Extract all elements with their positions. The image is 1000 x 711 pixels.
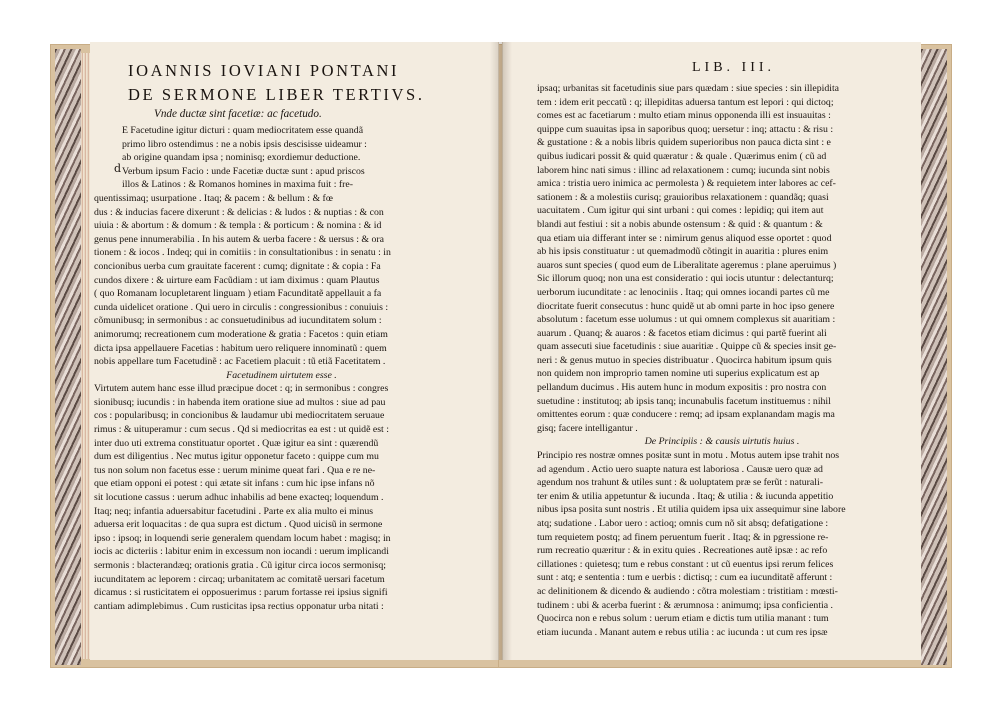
text-line: ( quo Romanam locupletarent linguam ) etiam Facunditatẽ appellauit a fa (94, 288, 382, 300)
text-line: tudinem : ubi & acerba fuerint : & ærumnosa : animumq; ipsa conficientia . (537, 599, 834, 611)
text-line: absolutum : facetum esse uolumus : ut qui omnem complexus sit auaritiam : (537, 314, 836, 326)
text-line: auaros sunt species ( quod eum de Liberalitate ageremus : plane aperuimus ) (537, 259, 837, 271)
text-line: qua etiam uia differant inter se : nimirum genus aliquod esse oportet : quod (537, 232, 832, 244)
text-line: tum requietem postq; ad finem peruentum fuerit . Itaq; & in pgressione re- (537, 531, 829, 543)
text-line: nobis appellare tum Facetudinẽ : ac Facetiem placuit : tũ etiã Facetitatem . (94, 356, 386, 368)
text-line: ac delinitionem & dicendo & audiendo : cõtra molestiam : tristitiam : mœsti- (537, 585, 838, 597)
text-line: dus : & inducias facere dixerunt : & delicias : & ludos : & nuptias : & con (94, 206, 384, 218)
text-line: omittentes eorum : quæ conducere : remq; ad ipsam explanandam magis ma (537, 409, 835, 421)
text-line: quippe cum suauitas ipsa in saporibus quoq; uersetur : inq; attactu : & risu : (537, 123, 834, 135)
right-marbled-edge (921, 49, 947, 665)
text-line: tus non solum non facetus esse : uerum minime queat fari . Qua e re ne- (94, 464, 376, 476)
right-body-block (537, 82, 907, 435)
text-line: ab origine quandam ipsa ; nominisq; exordiemur deductione. (122, 152, 361, 164)
right-centered-note: De Principiis : & causis uirtutis huius . (644, 436, 800, 448)
text-line: tionem : & iocos . Indeq; qui in comitiis : in consultationibus : in senatu : in (94, 247, 391, 259)
text-line: Principio res nostræ omnes positæ sunt in motu . Motus autem ipse trahit nos (537, 450, 840, 462)
text-line: ipso : ipsoq; in loquendi serie generalem quendam locum habet : magisq; in (94, 532, 391, 544)
left-body-block (94, 192, 469, 369)
text-line: rimus : & uituperamur : cum secus . Qd si mediocritas ea est : ut quidẽ est : (94, 424, 389, 436)
text-line: & gustatione : & a nobis libris quidem superioribus non pauca dicta sint : e (537, 137, 831, 149)
left-marbled-edge (55, 49, 81, 665)
text-line: ter enim & utilia appetuntur & iucunda . Itaq; & utilia : & iucunda appetitio (537, 490, 834, 502)
text-line: E Facetudine igitur dicturi : quam mediocritatem esse quandã (122, 125, 364, 136)
text-line: uerborum iucunditate : ac lenociniis . Itaq; qui omnes iocandi partes cũ me (537, 286, 830, 298)
text-line: sit locutione cassus : uerum adhuc inhabilis ad bene exacteq; loquendum . (94, 492, 384, 504)
text-line: rum recreatio quæritur : & in exitu quies . Recreationes autẽ ipsæ : ac refo (537, 545, 828, 557)
text-line: gisq; facere intelligantur . (537, 422, 638, 434)
text-line: concionibus uerba cum grauitate facerent : cumq; dignitate : & copia : Fa (94, 260, 381, 272)
left-centered-note: Facetudinem uirtutem esse . (226, 369, 337, 381)
text-line: nibus ipsa posita sunt nostris . Et utilia quidem ipsa uix assequimur sine labore (537, 504, 846, 516)
text-line: iucunditatem ac leporem : circaq; urbanitatem ac comitatẽ uersari facetum (94, 573, 385, 585)
text-line: illos & Latinos : & Romanos homines in maxima fuit : fre- (122, 179, 354, 191)
right-body-after-block (537, 449, 907, 639)
text-line: diocritate fuerit consecutus : hunc quidẽ ut ab omni parte in hoc ipso genere (537, 300, 835, 312)
text-line: ipsaq; urbanitas sit facetudinis siue pars quædam : siue species : sin illepidita (537, 83, 840, 94)
text-line: cõmunibusq; in sermonibus : ac consuetudinibus ad iucunditatem solum : (94, 315, 382, 327)
left-page-text (94, 60, 469, 613)
text-line: amica : tristia uero inimica ac permolesta ) & requietem inter labores ac cef- (537, 178, 836, 190)
text-line: dicamus : si rusticitatem ei opposuerimus : parum fortasse rei ipsius signifi (94, 587, 388, 599)
text-line: sunt : atq; e sententia : tum e uerbis : dictisq; : cum ea iucunditatẽ afferunt : (537, 572, 833, 584)
text-line: Virtutem autem hanc esse illud præcipue docet : q; in sermonibus : congres (94, 383, 389, 395)
text-line: comes est ac facetiarum : multo etiam minus opponenda illi est insuauitas : (537, 110, 831, 122)
text-line: dicta ipsa appellauere Facetias : habitum uero reliquere innominatũ : quem (94, 342, 387, 354)
text-line: Quocirca non e rebus solum : uerum etiam e dictis tum utilia manant : tum (537, 613, 829, 625)
text-line: sationem : & a molestiis curisq; grauioribus relaxationem : quandãq; quasi (537, 191, 829, 203)
book-gutter (490, 42, 512, 660)
text-line: sermonis : blacterandæq; orationis gratia . Cũ igitur circa iocos sermonisq; (94, 560, 386, 571)
text-line: tem : idem erit peccatũ : q; illepiditas aduersa tantum est lepori : qui dictoq; (537, 96, 834, 108)
text-line: pellandum ducimus . His autem hunc in modum expositis : pro nostra con (537, 382, 827, 394)
text-line: dum est diligentius . Nec mutus igitur opponetur faceto : quippe cum mu (94, 451, 379, 463)
text-line: genus pene innumerabilia . In his autem & uerba facere : & uersus : & ora (94, 233, 384, 245)
text-line: animorumq; recreationem cum moderatione & gratia : Facetos : quin etiam (94, 328, 388, 340)
guide-letter: d (114, 162, 122, 175)
text-line: Verbum ipsum Facio : unde Facetiæ ductæ sunt : apud priscos (122, 165, 365, 177)
text-line: uiuia : & abortum : & domum : & templa : & porticum : & nomina : & id (94, 220, 382, 232)
text-line: sionibusq; iucundis : in habenda item oratione siue ad multos : siue ad pau (94, 396, 386, 408)
text-line: iocis ac dicteriis : labitur enim in excessum non iocandi : uerum implicandi (94, 546, 389, 558)
left-body-after-block (94, 382, 469, 613)
text-line: quibus iudicari possit & quid quæratur : & quale . Quærimus enim ( cũ ad (537, 150, 827, 162)
text-line: cundos dixere : & uirture eam Facũdiam : ut iam diximus : quam Plautus (94, 274, 380, 286)
text-line: blandi aut festiui : sit a nobis abunde ostensum : & quid : & quantum : & (537, 218, 823, 230)
text-line: Itaq; neq; infantia aduersabitur facetudini . Parte ex alia multo ei minus (94, 505, 374, 517)
text-line: auarum . Quanq; & auaros : & facetos etiam dicimus : qui partẽ fuerint ali (537, 327, 827, 339)
text-line: cillationes : quietesq; tum e rebus constant : ut cũ euentus ipsi rerum felices (537, 558, 834, 570)
text-line: laborem hinc nati simus : illinc ad relaxationem : cumq; iucunda sint nobis (537, 164, 830, 176)
text-line: que etiam opponi ei potest : qui ætate sit infans : cum hic ipse infans nõ (94, 478, 375, 490)
right-page-text (537, 60, 907, 639)
text-line: agendum nos trahunt & utiles sunt : & uoluptatem præ se ferũt : naturali- (537, 477, 823, 489)
text-line: suetudine : institutoq; ab ipsis tanq; incunabulis facetum instituemus : nihil (537, 395, 831, 407)
text-line: uacuitatem . Cum igitur qui sint urbani : qui comes : lepidiq; qui item aut (537, 205, 824, 217)
running-head: LIB. III. (692, 60, 776, 75)
text-line: cantiam adimplebimus . Cum rusticitas ipsa rectius opponatur urba nitati : (94, 600, 384, 612)
text-line: neri : & genus mutuo in species distribuatur . Quocirca habitum ipsum quis (537, 354, 832, 366)
title-line-2: DE SERMONE LIBER TERTIVS. (128, 85, 425, 104)
text-line: ad agendum . Actio uero suapte natura est laboriosa . Causæ uero quæ ad (537, 463, 823, 475)
text-line: primo libro ostendimus : ne a nobis ipsis descisisse uideamur : (122, 138, 367, 150)
text-line: cunda uidelicet oratione . Qui uero in circulis : congressionibus : conuiuis : (94, 301, 389, 313)
text-line: atq; sudatione . Labor uero : actioq; omnis cum nõ sit absq; defatigatione : (537, 518, 829, 529)
text-line: Sic illorum quoq; non una est consideratio : qui iocis utuntur : delectanturq; (537, 273, 834, 285)
text-line: etiam iucunda . Manant autem e rebus utilia : ac iucunda : ut cum res ipsæ (537, 626, 828, 638)
title-line-1: IOANNIS IOVIANI PONTANI (128, 61, 400, 80)
text-line: cos : popularibusq; in concionibus & laudamur ubi mediocritatem seruaue (94, 410, 385, 422)
text-line: quam assecuti siue facetudinis : siue auaritiæ . Quippe cũ & species insit ge- (537, 341, 837, 353)
text-line: aduersa erit loquacitas : de qua supra est dictum . Quod uicisũ in sermone (94, 519, 383, 531)
chapter-subtitle: Vnde ductæ sint facetiæ: ac facetudo. (154, 108, 322, 120)
text-line: inter duo uti extrema constituatur oportet . Quæ igitur ea sint : quærendũ (94, 437, 379, 449)
text-line: quentissimaq; usurpatione . Itaq; & pacem : & bellum : & fœ (94, 192, 333, 204)
text-line: non quidem non improprio tamen nomine uti superius explicatum est ap (537, 368, 820, 380)
left-indented-block (94, 124, 469, 192)
text-line: ab his ipsis constituatur : ut quemadmodũ cõtingit in auaritia : plures enim (537, 246, 829, 258)
